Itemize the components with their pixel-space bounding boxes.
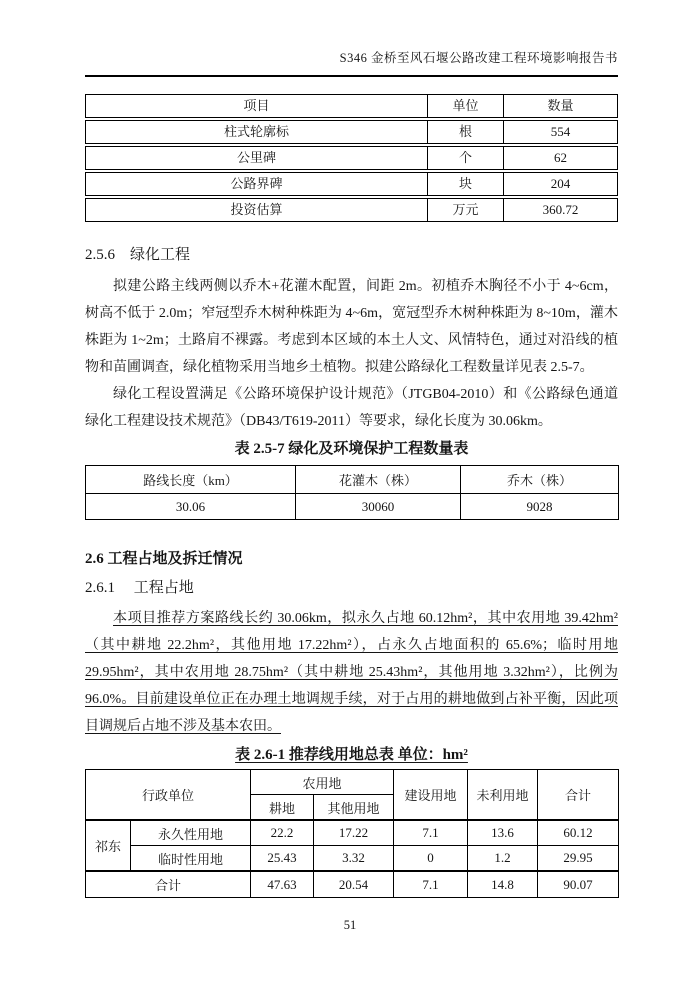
table-cell: 块 xyxy=(428,173,504,195)
section-heading-2-6-1: 2.6.1 工程占地 xyxy=(85,580,194,596)
table-cell: 22.2 xyxy=(251,820,314,846)
greening-table xyxy=(85,465,619,520)
page-number: 51 xyxy=(343,918,357,932)
table-cell: 9028 xyxy=(461,494,619,520)
table-row xyxy=(86,494,619,520)
table-cell: 临时性用地 xyxy=(131,846,251,872)
table-cell: 个 xyxy=(428,147,504,169)
table-cell: 30.06 xyxy=(86,494,296,520)
table-cell: 0 xyxy=(394,846,468,872)
table-row-temporary xyxy=(86,846,619,872)
column-header-route-length: 路线长度（km） xyxy=(86,466,296,494)
page-header xyxy=(85,0,618,77)
table-cell: 554 xyxy=(550,124,571,139)
table-cell: 公里碑 xyxy=(86,147,428,169)
column-header-shrubs: 花灌木（株） xyxy=(296,466,461,494)
paragraph-greening-1: 拟建公路主线两侧以乔木+花灌木配置，间距 2m。初植乔木胸径不小于 4~6cm，树高不低于 2.0m；窄冠型乔木树种株距为 4~6m，宽冠型乔木树种株距为 8~10m，灌木株距为 1~2m；土路肩不裸露。考虑到本区域的本土人文、风情特色，通过对沿线的植物和苗圃调查，绿化植物采用当地乡土植物。拟建公路绿化工程数量详见表 2.5-7。 xyxy=(85,279,618,375)
table-cell: 25.43 xyxy=(251,846,314,872)
table-cell: 90.07 xyxy=(538,871,619,898)
table-row xyxy=(85,198,618,222)
column-header-cultivated: 耕地 xyxy=(251,795,314,821)
table-caption-2-6-1: 表 2.6-1 推荐线用地总表 单位：hm² xyxy=(235,747,468,763)
table-caption-2-5-7: 表 2.5-7 绿化及环境保护工程数量表 xyxy=(234,441,469,457)
table-cell: 47.63 xyxy=(251,871,314,898)
column-header-unused: 未利用地 xyxy=(468,770,538,821)
paragraph-greening-2: 绿化工程设置满足《公路环境保护设计规范》（JTGB04-2010）和《公路绿色通道绿化工程建设技术规范》（DB43/T619-2011）等要求，绿化长度为 30.06km。 xyxy=(85,387,618,429)
table-cell: 3.32 xyxy=(314,846,394,872)
table-cell: 360.72 xyxy=(542,202,579,217)
column-header-other: 其他用地 xyxy=(314,795,394,821)
table-cell: 7.1 xyxy=(394,871,468,898)
column-header-item: 项目 xyxy=(86,95,428,117)
table-header-row xyxy=(85,94,618,118)
signage-table xyxy=(85,94,618,222)
table-cell-total-label: 合计 xyxy=(86,871,251,898)
column-header-farmland: 农用地 xyxy=(251,770,394,795)
column-header-quantity: 数量 xyxy=(547,98,574,113)
table-cell: 永久性用地 xyxy=(131,820,251,846)
table-header-row xyxy=(86,466,619,494)
column-header-unit: 单位 xyxy=(428,95,504,117)
column-header-total: 合计 xyxy=(538,770,619,821)
column-header-construction: 建设用地 xyxy=(394,770,468,821)
table-cell: 30060 xyxy=(296,494,461,520)
table-cell: 62 xyxy=(554,150,567,165)
paragraph-land-occupation: 本项目推荐方案路线长约 30.06km，拟永久占地 60.12hm²，其中农用地 39.42hm²（其中耕地 22.2hm²，其他用地 17.22hm²），占永久占地面积的 65.6%；临时用地 29.95hm²，其中农用地 28.75hm²（其中耕地 25.43hm²，其他用地 3.32hm²），比例为 96.0%。目前建设单位正在办理土地调规手续，对于占用的耕地做到占补平衡，因此项目调规后占地不涉及基本农田。 xyxy=(85,611,618,734)
table-cell: 60.12 xyxy=(538,820,619,846)
table-row xyxy=(85,172,618,196)
table-cell-county: 祁东 xyxy=(86,820,131,871)
section-heading-2-6: 2.6 工程占地及拆迁情况 xyxy=(85,551,243,567)
table-cell: 1.2 xyxy=(468,846,538,872)
column-header-trees: 乔木（株） xyxy=(461,466,619,494)
table-cell: 根 xyxy=(428,121,504,143)
table-cell: 13.6 xyxy=(468,820,538,846)
table-header-row xyxy=(86,770,619,795)
table-row xyxy=(85,120,618,144)
header-title: S346 金桥至风石堰公路改建工程环境影响报告书 xyxy=(339,51,618,65)
table-cell: 万元 xyxy=(428,199,504,221)
section-heading-2-5-6: 2.5.6 绿化工程 xyxy=(85,247,191,263)
column-header-admin-unit: 行政单位 xyxy=(86,770,251,821)
table-row-total xyxy=(86,871,619,898)
table-row-permanent xyxy=(86,820,619,846)
table-cell: 204 xyxy=(550,176,571,191)
table-cell: 17.22 xyxy=(314,820,394,846)
table-cell: 20.54 xyxy=(314,871,394,898)
table-cell: 7.1 xyxy=(394,820,468,846)
table-cell: 14.8 xyxy=(468,871,538,898)
table-cell: 柱式轮廓标 xyxy=(86,121,428,143)
table-cell: 29.95 xyxy=(538,846,619,872)
table-cell: 投资估算 xyxy=(86,199,428,221)
page-content xyxy=(85,0,618,898)
table-row xyxy=(85,146,618,170)
landuse-table xyxy=(85,769,619,898)
table-cell: 公路界碑 xyxy=(86,173,428,195)
